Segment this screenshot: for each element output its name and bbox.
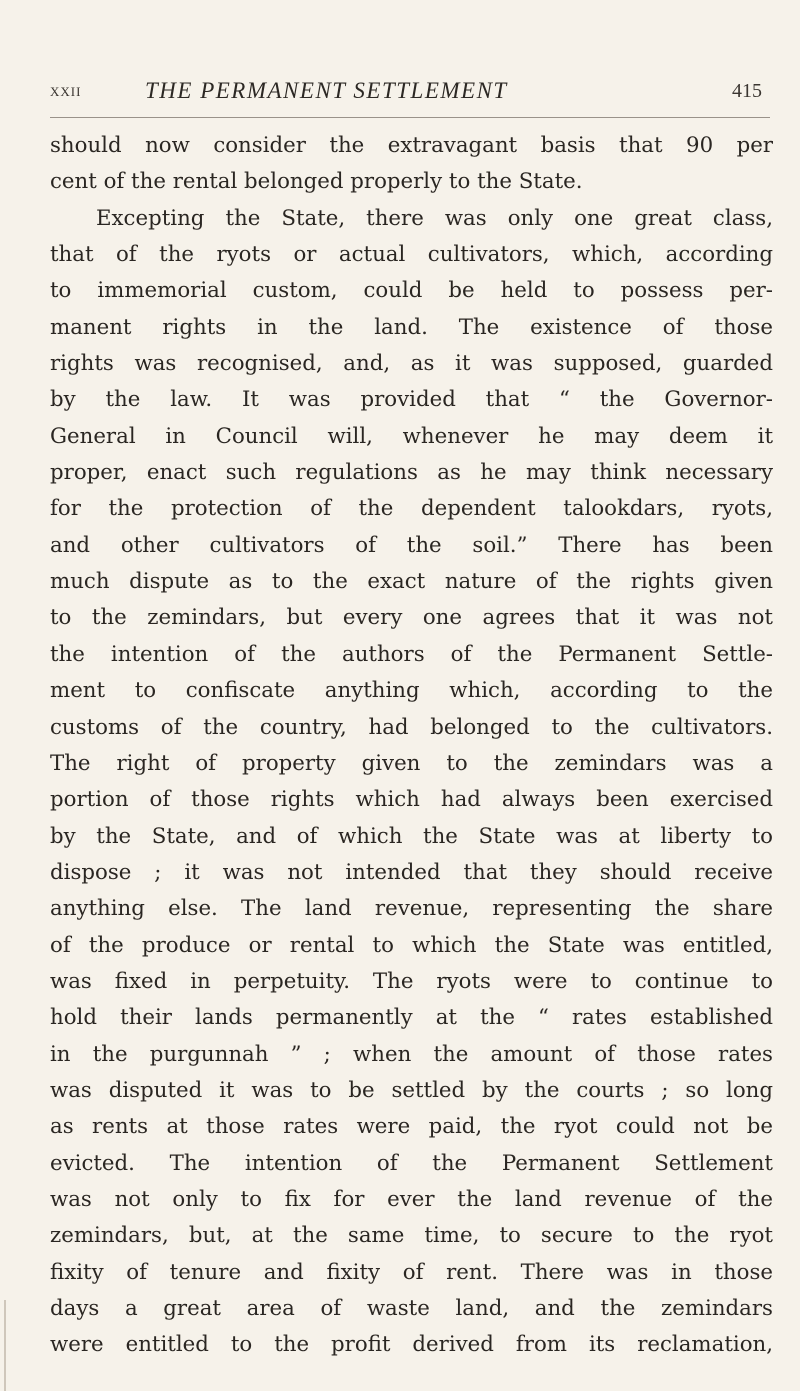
text-line: that of the ryots or actual cultivators, which, according bbox=[50, 242, 773, 268]
text-line: rights was recognised, and, as it was supposed, guarded bbox=[50, 351, 773, 377]
text-line: anything else. The land revenue, representing the share bbox=[50, 896, 773, 922]
text-line: should now consider the extravagant basis that 90 per bbox=[50, 133, 773, 158]
text-line: zemindars, but, at the same time, to secure to the ryot bbox=[50, 1223, 773, 1249]
text-line: customs of the country, had belonged to the cultivators. bbox=[50, 714, 773, 740]
text-line: days a great area of waste land, and the zemindars bbox=[50, 1296, 773, 1321]
text-line: portion of those rights which had always been exercised bbox=[50, 787, 773, 813]
text-line: cent of the rental belonged properly to the State. bbox=[50, 169, 583, 195]
text-line: by the State, and of which the State was at liberty to bbox=[50, 823, 773, 849]
text-line: was fixed in perpetuity. The ryots were to continue to bbox=[50, 968, 773, 994]
text-line: was not only to fix for ever the land revenue of the bbox=[50, 1186, 773, 1212]
body-text bbox=[50, 128, 773, 1364]
text-line: the intention of the authors of the Permanent Settle- bbox=[50, 641, 773, 667]
header-rule bbox=[50, 117, 770, 118]
text-line: to the zemindars, but every one agrees that it was not bbox=[50, 605, 773, 631]
page-edge-mark bbox=[4, 1300, 6, 1391]
running-title: THE PERMANENT SETTLEMENT bbox=[145, 78, 508, 103]
text-line: as rents at those rates were paid, the ryot could not be bbox=[50, 1114, 773, 1140]
page-number: 415 bbox=[732, 80, 762, 102]
text-line: much dispute as to the exact nature of the rights given bbox=[50, 569, 773, 595]
text-line: were entitled to the profit derived from its reclamation, bbox=[50, 1332, 773, 1358]
text-line: in the purgunnah ” ; when the amount of those rates bbox=[50, 1041, 773, 1067]
text-line: Excepting the State, there was only one great class, bbox=[96, 205, 773, 231]
text-line: was disputed it was to be settled by the courts ; so long bbox=[50, 1077, 773, 1103]
text-line: of the produce or rental to which the State was entitled, bbox=[50, 932, 773, 958]
text-line: fixity of tenure and fixity of rent. There was in those bbox=[50, 1259, 773, 1285]
text-line: proper, enact such regulations as he may think necessary bbox=[50, 460, 773, 486]
text-line: manent rights in the land. The existence of those bbox=[50, 314, 773, 340]
text-line: dispose ; it was not intended that they should receive bbox=[50, 859, 773, 885]
text-line: The right of property given to the zemindars was a bbox=[50, 750, 773, 776]
text-line: ment to confiscate anything which, according to the bbox=[50, 678, 773, 704]
running-head bbox=[50, 78, 770, 108]
text-line: to immemorial custom, could be held to possess per- bbox=[50, 278, 773, 304]
text-line: hold their lands permanently at the “ rates established bbox=[50, 1005, 773, 1031]
section-number: XXII bbox=[50, 84, 82, 99]
text-line: by the law. It was provided that “ the Governor- bbox=[50, 387, 773, 413]
text-line: evicted. The intention of the Permanent Settlement bbox=[50, 1150, 773, 1176]
text-line: and other cultivators of the soil.” There has been bbox=[50, 532, 773, 558]
text-line: General in Council will, whenever he may deem it bbox=[50, 423, 773, 449]
text-line: for the protection of the dependent talookdars, ryots, bbox=[50, 496, 773, 522]
